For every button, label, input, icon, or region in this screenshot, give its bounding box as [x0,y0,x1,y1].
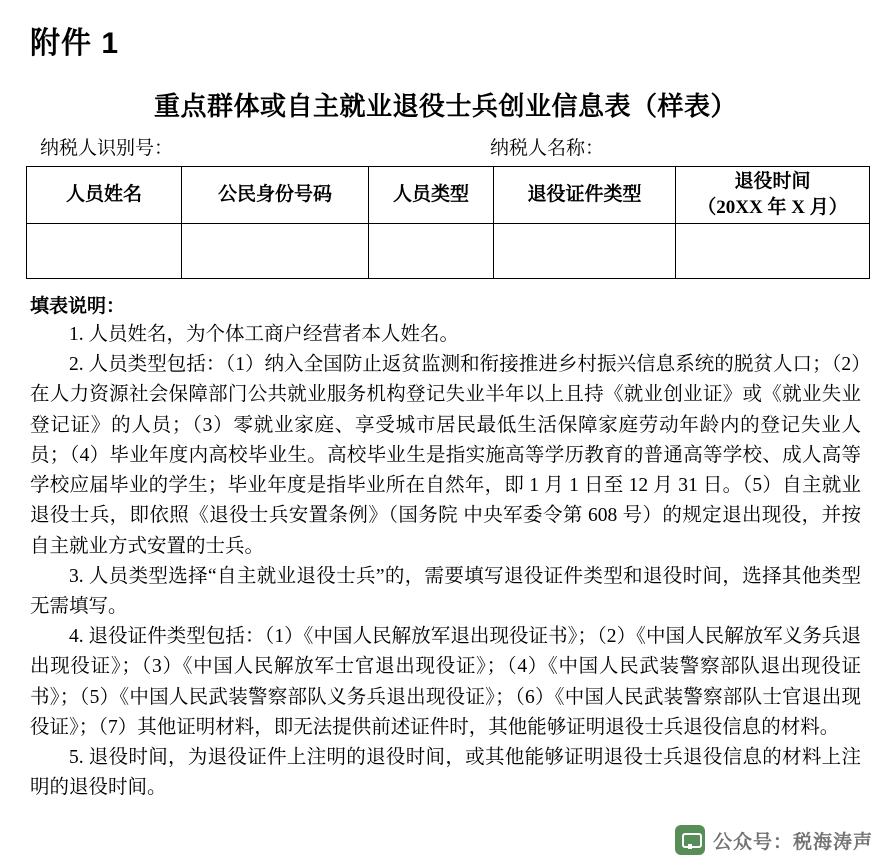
taxpayer-id-label: 纳税人识别号： [40,138,174,159]
note-item-1: 1. 人员姓名，为个体工商户经营者本人姓名。 [69,324,460,345]
table-header-cell-discharge-time [676,167,870,224]
table-header-cell-person-type: 人员类型 [369,167,494,224]
taxpayer-name-label: 纳税人名称： [490,138,605,159]
watermark-text: 公众号：税海涛声 [712,831,873,853]
note-item-4: 4. 退役证件类型包括：（1）《中国人民解放军退出现役证书》；（2）《中国人民解放军义务兵退出现役证》；（3）《中国人民解放军士官退出现役证》；（4）《中国人民武装警察部队退出现役证书》；（5）《中国人民武装警察部队义务兵退出现役证》；（6）《中国人民武装警察部队士官退出现役证》；（7）其他证明材料，即无法提供前述证件时，其他能够证明退役士兵退役信息的材料。 [30,626,861,738]
table-row [27,224,870,279]
table-cell-discharge-time[interactable] [676,224,870,279]
note-item-3: 3. 人员类型选择“自主就业退役士兵”的，需要填写退役证件类型和退役时间，选择其他类型无需填写。 [30,565,861,617]
table-cell-cert-type[interactable] [494,224,676,279]
table-header-row [27,167,870,224]
person-info-table [26,166,870,279]
table-cell-name[interactable] [27,224,182,279]
table-cell-person-type[interactable] [369,224,494,279]
discharge-time-line1: 退役时间 [734,171,811,193]
table-header-cell-name: 人员姓名 [27,167,182,224]
wechat-official-account-icon [675,825,705,855]
taxpayer-header-row [26,133,865,160]
watermark [675,825,873,855]
table-cell-id-number[interactable] [182,224,369,279]
table-header-cell-id-number: 公民身份号码 [182,167,369,224]
table-header-cell-cert-type: 退役证件类型 [494,167,676,224]
discharge-time-line2: （20XX 年 X 月） [697,197,848,218]
notes-title: 填表说明： [30,296,126,317]
note-item-5: 5. 退役时间，为退役证件上注明的退役时间，或其他能够证明退役士兵退役信息的材料上注明的退役时间。 [30,747,861,799]
note-item-2: 2. 人员类型包括：（1）纳入全国防止返贫监测和衔接推进乡村振兴信息系统的脱贫人口；（2）在人力资源社会保障部门公共就业服务机构登记失业半年以上且持《就业创业证》或《就业失业登记证》的人员；（3）零就业家庭、享受城市居民最低生活保障家庭劳动年龄内的登记失业人员；（4）毕业年度内高校毕业生。高校毕业生是指实施高等学历教育的普通高等学校、成人高等学校应届毕业的学生；毕业年度是指毕业所在自然年，即 1 月 1 日至 12 月 31 日。（5）自主就业退役士兵，即依照《退役士兵安置条例》（国务院 中央军委令第 608 号）的规定退出现役，并按自主就业方式安置的士兵。 [30,354,861,557]
attachment-label: 附件 1 [30,27,120,60]
page-title: 重点群体或自主就业退役士兵创业信息表（样表） [153,91,737,121]
